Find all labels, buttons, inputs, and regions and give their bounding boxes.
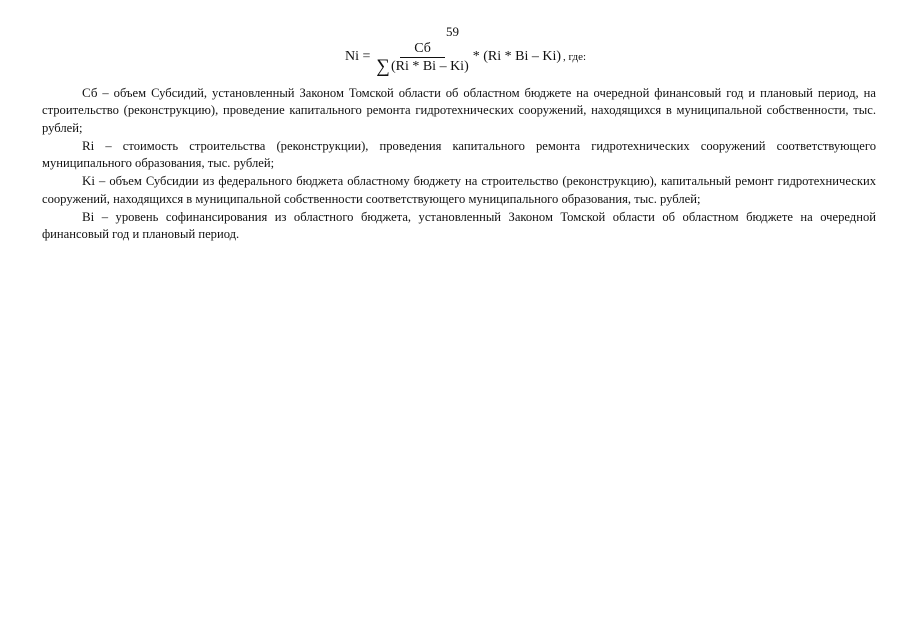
definition-text: – стоимость строительства (реконструкции), проведения капитального ремонта гидротехнических сооружений соответствующего муниципального образования, тыс. рублей; (42, 138, 876, 171)
definition-term: Ri (82, 137, 95, 153)
formula-fraction (376, 40, 468, 75)
formula-suffix: , где: (563, 51, 587, 63)
definitions-block (42, 84, 876, 244)
definition-paragraph (42, 84, 876, 137)
allocation-formula (345, 38, 586, 76)
definition-text: – объем Субсидий, установленный Законом Томской области об областном бюджете на очередной финансовый год и плановый период, на строительство (реконструкцию), проведение капитального ремонта гидротехнических сооружений, находящихся в муниципальной собственности, тыс. рублей; (42, 86, 876, 135)
sum-symbol: ∑ (376, 55, 390, 77)
definition-text: – объем Субсидии из федерального бюджета областному бюджету на строительство (реконструкцию), капитальный ремонт гидротехнических сооружений, находящихся в муниципальной собственности соответствующего муниципального образования, тыс. рублей; (42, 174, 876, 206)
definition-term: Сб (82, 85, 98, 100)
definition-term: Ki (82, 173, 95, 189)
formula-lhs: Ni = (345, 49, 371, 64)
definition-text: – уровень софинансирования из областного бюджета, установленный Законом Томской области об областном бюджете на очередной финансовый год и плановый период. (42, 210, 876, 242)
formula-rhs: * (Ri * Bi – Ki) (472, 49, 562, 64)
definition-paragraph (42, 172, 876, 208)
definition-paragraph (42, 208, 876, 244)
formula-numerator: Сб (400, 40, 445, 58)
formula-denominator: (Ri * Bi – Ki) (390, 58, 469, 74)
formula-denominator-row (376, 55, 469, 77)
definition-paragraph (42, 137, 876, 173)
definition-term: Bi (82, 209, 95, 225)
page-number: 59 (446, 24, 459, 39)
